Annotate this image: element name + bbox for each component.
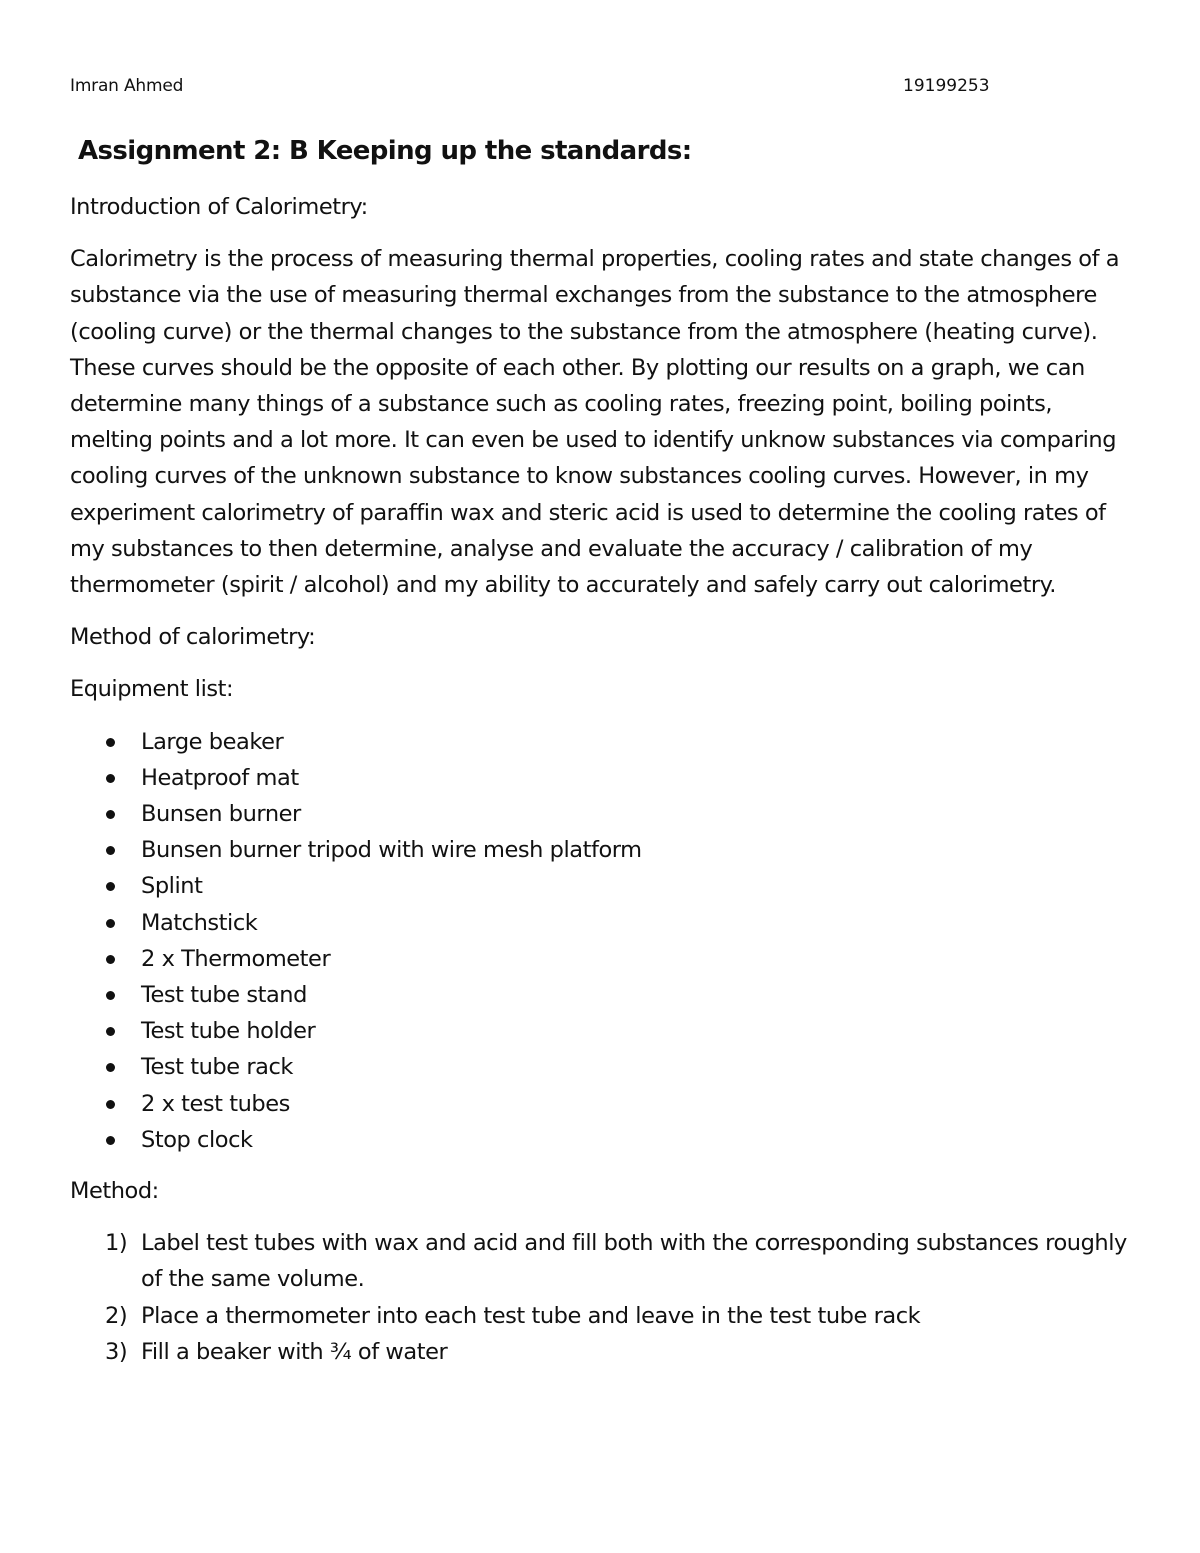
method-step — [70, 1298, 1140, 1334]
document-body — [70, 189, 1140, 1370]
method-step — [70, 1225, 1140, 1297]
method-steps — [70, 1225, 1140, 1370]
equipment-item-label: Bunsen burner — [141, 801, 301, 828]
equipment-item — [70, 1122, 1140, 1158]
equipment-item — [70, 905, 1140, 941]
equipment-item-label: 2 x test tubes — [141, 1090, 290, 1117]
intro-heading: Introduction of Calorimetry: — [70, 194, 368, 220]
equipment-item-label: Bunsen burner tripod with wire mesh platform — [141, 837, 642, 864]
step-number: 1) — [105, 1230, 128, 1257]
equipment-item-label: Matchstick — [141, 909, 258, 936]
equipment-item-label: Splint — [141, 873, 203, 900]
equipment-item-label: Test tube stand — [141, 982, 307, 1009]
equipment-item — [70, 941, 1140, 977]
equipment-item — [70, 1049, 1140, 1085]
bullet-icon — [106, 1100, 115, 1109]
equipment-item-label: Stop clock — [141, 1126, 253, 1153]
method-heading: Method of calorimetry: — [70, 624, 316, 651]
steps-heading: Method: — [70, 1178, 159, 1205]
equipment-item — [70, 796, 1140, 832]
step-text: Label test tubes with wax and acid and fill both with the corresponding substances roughly of the same volume. — [141, 1230, 1127, 1293]
step-text: Place a thermometer into each test tube and leave in the test tube rack — [141, 1302, 921, 1329]
bullet-icon — [106, 919, 115, 928]
equipment-item-label: Test tube rack — [141, 1054, 293, 1081]
equipment-item — [70, 1086, 1140, 1122]
header-author: Imran Ahmed — [70, 76, 184, 96]
equipment-item — [70, 832, 1140, 868]
equipment-item-label: 2 x Thermometer — [141, 945, 331, 972]
bullet-icon — [106, 1136, 115, 1145]
header-student-id: 19199253 — [903, 76, 990, 96]
equipment-list — [70, 724, 1140, 1158]
bullet-icon — [106, 882, 115, 891]
bullet-icon — [106, 774, 115, 783]
bullet-icon — [106, 846, 115, 855]
bullet-icon — [106, 810, 115, 819]
step-text: Fill a beaker with ¾ of water — [141, 1338, 448, 1365]
bullet-icon — [106, 991, 115, 1000]
document-title: Assignment 2: B Keeping up the standards: — [78, 136, 692, 166]
equipment-item — [70, 1013, 1140, 1049]
step-number: 2) — [105, 1302, 128, 1329]
intro-paragraph: Calorimetry is the process of measuring thermal properties, cooling rates and state changes of a substance via the use of measuring thermal exchanges from the substance to the atmosphere (cooling curve) or the thermal changes to the substance from the atmosphere (heating curve). These curves should be the opposite of each other. By plotting our results on a graph, we can determine many things of a substance such as cooling rates, freezing point, boiling points, melting points and a lot more. It can even be used to identify unknow substances via comparing cooling curves of the unknown substance to know substances cooling curves. However, in my experiment calorimetry of paraffin wax and steric acid is used to determine the cooling rates of my substances to then determine, analyse and evaluate the accuracy / calibration of my thermometer (spirit / alcohol) and my ability to accurately and safely carry out calorimetry. — [70, 246, 1120, 599]
equipment-heading: Equipment list: — [70, 676, 234, 703]
bullet-icon — [106, 738, 115, 747]
bullet-icon — [106, 955, 115, 964]
step-number: 3) — [105, 1338, 128, 1365]
equipment-item — [70, 868, 1140, 904]
equipment-item — [70, 724, 1140, 760]
equipment-item-label: Heatproof mat — [141, 764, 299, 791]
method-step — [70, 1334, 1140, 1370]
equipment-item — [70, 760, 1140, 796]
equipment-item-label: Test tube holder — [141, 1018, 316, 1045]
bullet-icon — [106, 1063, 115, 1072]
bullet-icon — [106, 1027, 115, 1036]
equipment-item-label: Large beaker — [141, 728, 284, 755]
equipment-item — [70, 977, 1140, 1013]
